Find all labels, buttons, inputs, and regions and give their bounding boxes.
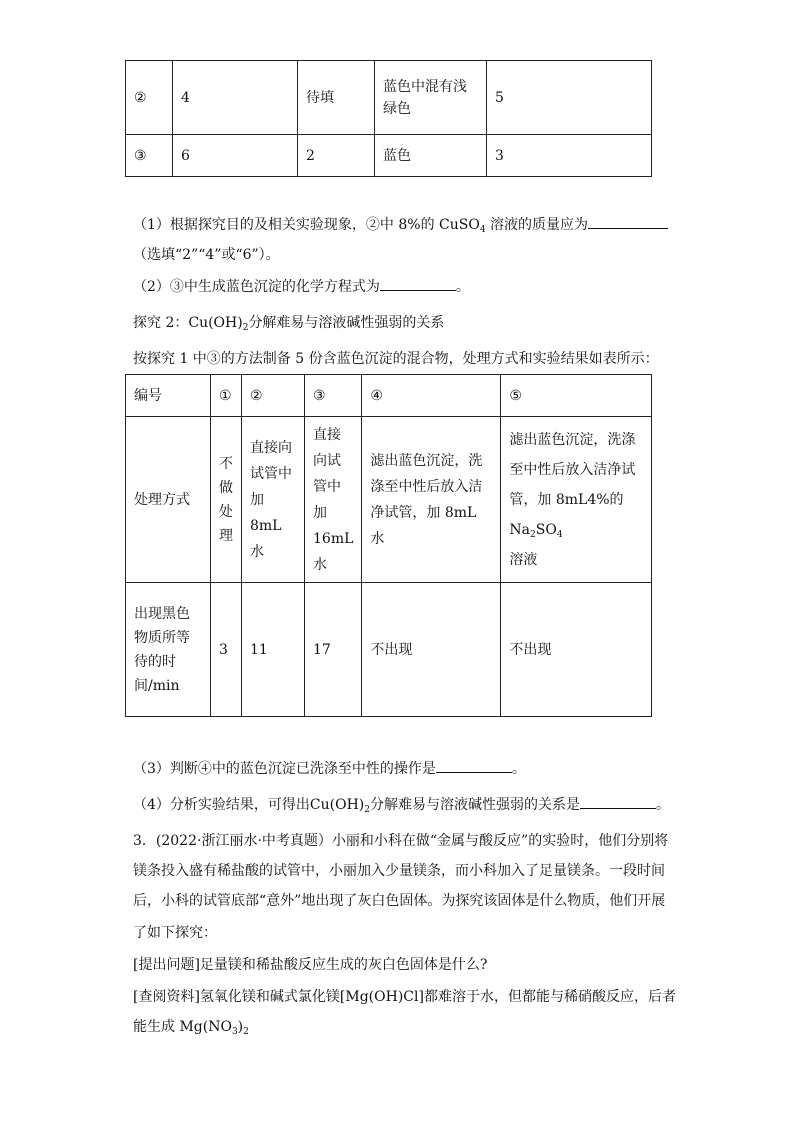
table-cell: 蓝色 <box>375 135 487 177</box>
question-text: 分解难易与溶液碱性强弱的关系是 <box>370 797 580 813</box>
table-row <box>126 583 652 717</box>
table-header-row <box>126 375 652 417</box>
table-header-cell: ① <box>211 375 242 417</box>
table-header-cell: 编号 <box>126 375 211 417</box>
problem-3-line-3: 后，小科的试管底部“意外”地出现了灰白色固体。为探究该固体是什么物质，他们开展 <box>133 893 666 909</box>
table-result-1 <box>125 60 652 177</box>
question-end: 。 <box>656 797 670 813</box>
text: ) <box>237 1019 244 1035</box>
table-explore-2 <box>125 374 652 717</box>
cell-text: SO <box>535 521 557 538</box>
table-cell: ② <box>126 61 173 135</box>
table-cell: 不出现 <box>501 583 652 717</box>
table-cell: 2 <box>298 135 375 177</box>
title-prefix: 探究 2： <box>133 315 189 331</box>
answer-blank[interactable] <box>436 758 512 773</box>
subscript: 2 <box>364 805 370 815</box>
subscript: 2 <box>242 323 249 333</box>
problem-3-line-2: 镁条投入盛有稀盐酸的试管中，小丽加入少量镁条，而小科加入了足量镁条。一段时间 <box>133 863 665 879</box>
question-end: 。 <box>511 761 526 777</box>
table-cell: 17 <box>305 583 362 717</box>
subscript: 2 <box>530 529 536 540</box>
table-cell: 6 <box>173 135 298 177</box>
table-cell: 4 <box>173 61 298 135</box>
text: 能生成 Mg(NO <box>133 1019 232 1035</box>
subscript: 4 <box>479 225 486 235</box>
question-2 <box>133 276 470 298</box>
problem-3-line-1: 3．(2022·浙江丽水·中考真题）小丽和小科在做“金属与酸反应”的实验时，他们分别将 <box>133 833 669 849</box>
problem-3-line-6: [查阅资料]氢氧化镁和碱式氯化镁[Mg(OH)Cl]都难溶于水，但都能与稀硝酸反应，后者 <box>133 989 676 1005</box>
question-text: （4）分析实验结果，可得出 <box>133 797 310 813</box>
cell-text: 滤出蓝色沉淀，洗涤至中性后放入洁净试管，加 8mL4%的 Na <box>509 431 636 538</box>
problem-3-line-5: [提出问题]足量镁和稀盐酸反应生成的灰白色固体是什么? <box>133 957 488 973</box>
table-cell: 直接向试管中加 8mL 水 <box>242 417 305 583</box>
explore-2-title <box>133 312 444 334</box>
table-header-cell: ④ <box>362 375 501 417</box>
problem-3-line-4: 了如下探究： <box>133 925 217 941</box>
table-cell: 蓝色中混有浅绿色 <box>375 61 487 135</box>
explore-2-intro: 按探究 1 中③的方法制备 5 份含蓝色沉淀的混合物，处理方式和实验结果如表所示： <box>133 351 659 367</box>
answer-blank[interactable] <box>588 214 668 229</box>
table-cell: 不出现 <box>362 583 501 717</box>
question-3 <box>133 758 526 780</box>
answer-blank[interactable] <box>380 276 456 291</box>
title-suffix: 分解难易与溶液碱性强弱的关系 <box>248 315 445 331</box>
subscript: 4 <box>556 529 563 540</box>
table-cell: 3 <box>487 135 652 177</box>
question-1-line-2: （选填“2”“4”或“6”）。 <box>133 247 280 263</box>
table-cell: 11 <box>242 583 305 717</box>
table-cell: 滤出蓝色沉淀，洗涤至中性后放入洁净试管，加 8mL 水 <box>362 417 501 583</box>
table-row <box>126 61 652 135</box>
table-cell: 不做处理 <box>211 417 242 583</box>
table-row <box>126 417 652 583</box>
question-1-line-1 <box>133 214 668 236</box>
table-header-cell: ② <box>242 375 305 417</box>
table-cell <box>501 417 652 583</box>
answer-blank[interactable] <box>580 794 656 809</box>
formula: Cu(OH) <box>188 315 243 331</box>
table-header-cell: ③ <box>305 375 362 417</box>
table-header-cell: ⑤ <box>501 375 652 417</box>
subscript: 2 <box>243 1027 249 1037</box>
table-cell: 3 <box>211 583 242 717</box>
table-row <box>126 135 652 177</box>
table-cell: 出现黑色物质所等待的时间/min <box>126 583 211 717</box>
formula: Cu(OH) <box>309 797 365 813</box>
question-4 <box>133 794 670 816</box>
question-text: 溶液的质量应为 <box>485 217 589 233</box>
table-cell: 处理方式 <box>126 417 211 583</box>
subscript: 3 <box>231 1027 238 1037</box>
table-cell: 待填 <box>298 61 375 135</box>
table-cell: 5 <box>487 61 652 135</box>
question-text: （2）③中生成蓝色沉淀的化学方程式为 <box>133 279 380 295</box>
question-end: 。 <box>455 279 470 295</box>
question-text: （3）判断④中的蓝色沉淀已洗涤至中性的操作是 <box>133 761 436 777</box>
table-cell: ③ <box>126 135 173 177</box>
question-text: （1）根据探究目的及相关实验现象，②中 8%的 CuSO <box>133 217 480 233</box>
table-cell: 直接向试管中加 16mL 水 <box>305 417 362 583</box>
problem-3-line-7 <box>133 1016 249 1038</box>
cell-text: 溶液 <box>509 551 538 568</box>
